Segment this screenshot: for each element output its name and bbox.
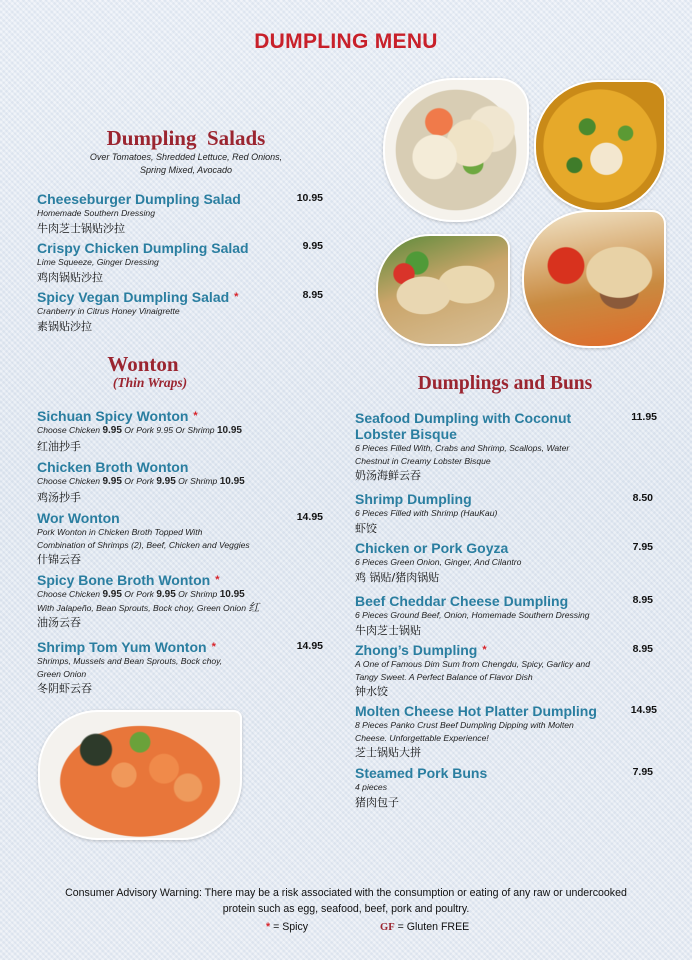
item-description: Lime Squeeze, Ginger Dressing (37, 257, 159, 267)
item-chinese-name: 猪肉包子 (355, 795, 399, 809)
spicy-marker: * (211, 641, 216, 653)
menu-item (37, 639, 222, 696)
item-description: Homemade Southern Dressing (37, 208, 155, 218)
menu-item (355, 593, 590, 638)
pan-fried-bun-photo (522, 210, 666, 348)
item-price: 14.95 (296, 640, 323, 652)
item-name: Molten Cheese Hot Platter Dumpling (355, 703, 597, 719)
item-name: Cheeseburger Dumpling Salad (37, 191, 241, 207)
item-price: 14.95 (630, 704, 657, 716)
menu-item (355, 410, 571, 483)
item-description: A One of Famous Dim Sum from Chengdu, Spicy, Garlicy and Tangy Sweet. A Perfect Balance of Flavor Dish (355, 659, 590, 682)
menu-item (37, 408, 242, 454)
item-chinese-name: 鸡汤抄手 (37, 490, 81, 504)
dumplings-section-title: Dumplings and Buns (417, 373, 593, 394)
consumer-advisory: Consumer Advisory Warning: There may be a risk associated with the consumption or eating of any raw or undercooked protein such as egg, seafood, beef, pork and poultry. (65, 887, 627, 915)
item-chinese-name: 什锦云吞 (37, 553, 81, 566)
item-description: Cranberry in Citrus Honey Vinaigrette (37, 306, 180, 316)
item-price: 9.95 (302, 240, 323, 252)
item-chinese-name: 牛肉芝士锅贴沙拉 (37, 221, 125, 235)
seafood-soup-photo (38, 710, 242, 840)
legend-spicy: * = Spicy (266, 921, 309, 933)
item-description: 6 Pieces Ground Beef, Onion, Homemade Southern Dressing (355, 610, 590, 620)
spicy-marker: * (215, 574, 220, 586)
item-name: Steamed Pork Buns (355, 765, 488, 781)
legend-gluten-free: GF = Gluten FREE (380, 921, 470, 933)
item-description: Pork Wonton in Chicken Broth Topped With Combination of Shrimps (2), Beef, Chicken and Veggies (37, 527, 250, 550)
item-description: Choose Chicken 9.95 Or Pork 9.95 Or Shrimp 10.95 (37, 589, 245, 600)
item-chinese-name: 奶汤海鲜云吞 (355, 469, 421, 482)
item-price: 8.50 (632, 492, 653, 504)
item-name: Chicken or Pork Goyza (355, 540, 509, 556)
item-name: Crispy Chicken Dumpling Salad (37, 240, 249, 256)
wonton-section-subtitle: (Thin Wraps) (112, 375, 188, 390)
menu-item (355, 765, 487, 810)
item-description: Choose Chicken 9.95 Or Pork 9.95 Or Shrimp 10.95 (37, 425, 242, 436)
item-price: 7.95 (632, 766, 653, 778)
item-name: Spicy Bone Broth Wonton * (37, 572, 220, 588)
item-name: Chicken Broth Wonton (37, 459, 189, 475)
item-name: Zhong’s Dumpling * (355, 642, 487, 658)
item-price: 8.95 (302, 289, 323, 301)
item-price: 14.95 (296, 511, 323, 523)
menu-item (37, 240, 249, 285)
item-description: 6 Pieces Green Onion, Ginger, And Cilantro (355, 557, 522, 567)
item-name: Seafood Dumpling with Coconut Lobster Bisque (355, 410, 572, 442)
item-description: 4 pieces (355, 782, 388, 792)
fried-dumplings-photo (376, 234, 510, 346)
item-chinese-name: 红油抄手 (37, 439, 81, 453)
item-price: 11.95 (631, 411, 657, 423)
menu-item (355, 703, 597, 760)
menu-item (37, 191, 241, 236)
item-chinese-name: 油汤云吞 (37, 616, 81, 629)
menu-item (37, 459, 245, 505)
item-name: Beef Cheddar Cheese Dumpling (355, 593, 569, 609)
item-name: Wor Wonton (37, 510, 120, 526)
item-price: 8.95 (632, 643, 653, 655)
spicy-marker: * (234, 291, 239, 303)
item-name: Spicy Vegan Dumpling Salad * (37, 289, 239, 305)
menu-item (37, 510, 250, 567)
page-title: DUMPLING MENU (254, 30, 438, 53)
item-name: Shrimp Tom Yum Wonton * (37, 639, 216, 655)
item-chinese-name: 鸡 锅贴/猪肉锅贴 (355, 570, 440, 584)
item-price: 10.95 (296, 192, 323, 204)
item-chinese-name: 钟水饺 (355, 685, 388, 698)
item-description: Shrimps, Mussels and Bean Sprouts, Bock choy, Green Onion (37, 656, 223, 679)
wonton-soup-bowl-photo (383, 78, 529, 222)
item-description: 6 Pieces Filled With, Crabs and Shrimp, Scallops, Water Chestnut in Creamy Lobster Bisque (355, 443, 570, 466)
salads-section-description: Over Tomatoes, Shredded Lettuce, Red Onions, Spring Mixed, Avocado (89, 152, 283, 175)
item-chinese-name: 牛肉芝士锅贴 (355, 623, 421, 637)
wonton-section-title: Wonton (107, 352, 179, 376)
item-description: 8 Pieces Panko Crust Beef Dumpling Dipping with Molten Cheese. Unforgettable Experience! (355, 720, 574, 743)
item-description: Choose Chicken 9.95 Or Pork 9.95 Or Shrimp 10.95 (37, 476, 245, 487)
item-name: Sichuan Spicy Wonton * (37, 408, 198, 424)
spicy-marker: * (193, 410, 198, 422)
item-chinese-name: 虾饺 (355, 521, 377, 535)
spicy-marker: * (482, 644, 487, 656)
salads-section-title: Dumpling Salads (106, 126, 266, 150)
menu-item (355, 491, 497, 536)
item-chinese-name: 冬阴虾云吞 (37, 682, 92, 695)
item-description: 6 Pieces Filled with Shrimp (HauKau) (355, 508, 498, 518)
gf-marker: GF (380, 922, 395, 933)
item-price: 8.95 (632, 594, 653, 606)
menu-item (355, 642, 590, 699)
menu-item (37, 289, 238, 334)
menu-item (355, 540, 521, 585)
item-chinese-name: 素锅贴沙拉 (37, 319, 92, 333)
spicy-marker: * (266, 921, 271, 933)
curry-dumpling-photo (534, 80, 666, 212)
item-chinese-name: 芝士锅贴大拼 (355, 746, 421, 759)
item-name: Shrimp Dumpling (355, 491, 472, 507)
menu-item (37, 572, 259, 630)
item-description: With Jalapeño, Bean Sprouts, Bock choy, Green Onion 红 (37, 600, 260, 614)
item-chinese-name: 鸡肉锅贴沙拉 (37, 270, 103, 284)
item-price: 7.95 (632, 541, 653, 553)
